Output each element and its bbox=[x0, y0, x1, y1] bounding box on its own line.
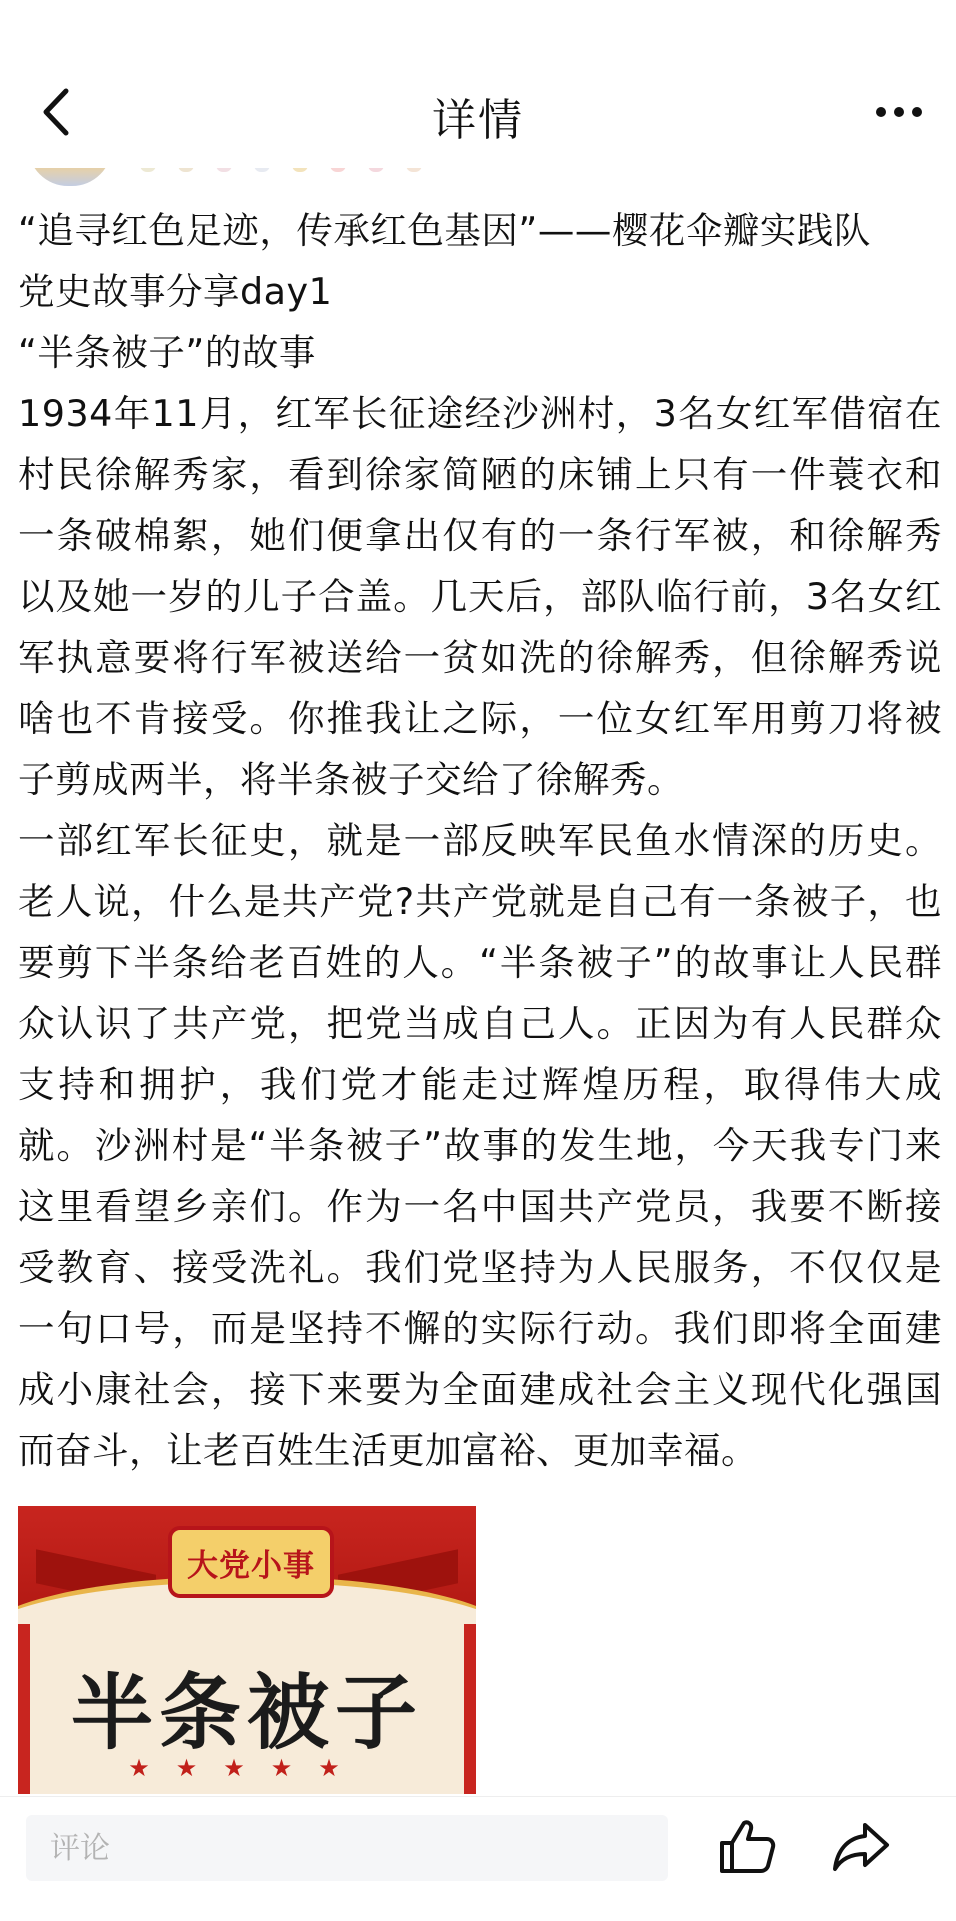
more-horizontal-icon bbox=[875, 106, 923, 118]
share-arrow-icon bbox=[831, 1821, 891, 1873]
story-paragraph: 1934年11月，红军长征途经沙洲村，3名女红军借宿在村民徐解秀家，看到徐家简陋的床铺上只有一件蓑衣和一条破棉絮，她们便拿出仅有的一条行军被，和徐解秀以及她一岁的儿子合盖。几天后，部队临行前，3名女红军执意要将行军被送给一贫如洗的徐解秀，但徐解秀说啥也不肯接受。你推我让之际，一位女红军用剪刀将被子剪成两半，将半条被子交给了徐解秀。 bbox=[18, 392, 942, 801]
poster-title: 半条被子 bbox=[70, 1666, 423, 1761]
more-options-button[interactable] bbox=[864, 84, 934, 140]
article-subtitle: 党史故事分享day1 bbox=[18, 270, 333, 313]
poster-badge: 大党小事 bbox=[168, 1526, 334, 1598]
comment-input[interactable] bbox=[26, 1815, 668, 1881]
story-poster-image[interactable] bbox=[18, 1506, 476, 1794]
story-paragraph: 一部红军长征史，就是一部反映军民鱼水情深的历史。老人说，什么是共产党?共产党就是自己有一条被子，也要剪下半条给老百姓的人。“半条被子”的故事让人民群众认识了共产党，把党当成自己人。正因为有人民群众支持和拥护，我们党才能走过辉煌历程，取得伟大成就。沙洲村是“半条被子”故事的发生地，今天我专门来这里看望乡亲们。作为一名中国共产党员，我要不断接受教育、接受洗礼。我们党坚持为人民服务，不仅仅是一句口号，而是坚持不懈的实际行动。我们即将全面建成小康社会，接下来要为全面建成社会主义现代化强国而奋斗，让老百姓生活更加富裕、更加幸福。 bbox=[18, 819, 942, 1472]
poster-stars: ★★★★★ bbox=[128, 1754, 366, 1782]
thumbs-up-icon bbox=[718, 1819, 776, 1875]
page-title: 详情 bbox=[432, 95, 524, 146]
article-body bbox=[18, 200, 942, 1481]
like-button[interactable] bbox=[712, 1811, 782, 1883]
story-title: “半条被子”的故事 bbox=[18, 331, 316, 374]
article-title: “追寻红色足迹，传承红色基因”——樱花伞瓣实践队 bbox=[18, 209, 871, 252]
bottom-action-bar bbox=[0, 1796, 956, 1921]
top-navigation-bar bbox=[0, 0, 956, 168]
share-button[interactable] bbox=[826, 1813, 896, 1881]
